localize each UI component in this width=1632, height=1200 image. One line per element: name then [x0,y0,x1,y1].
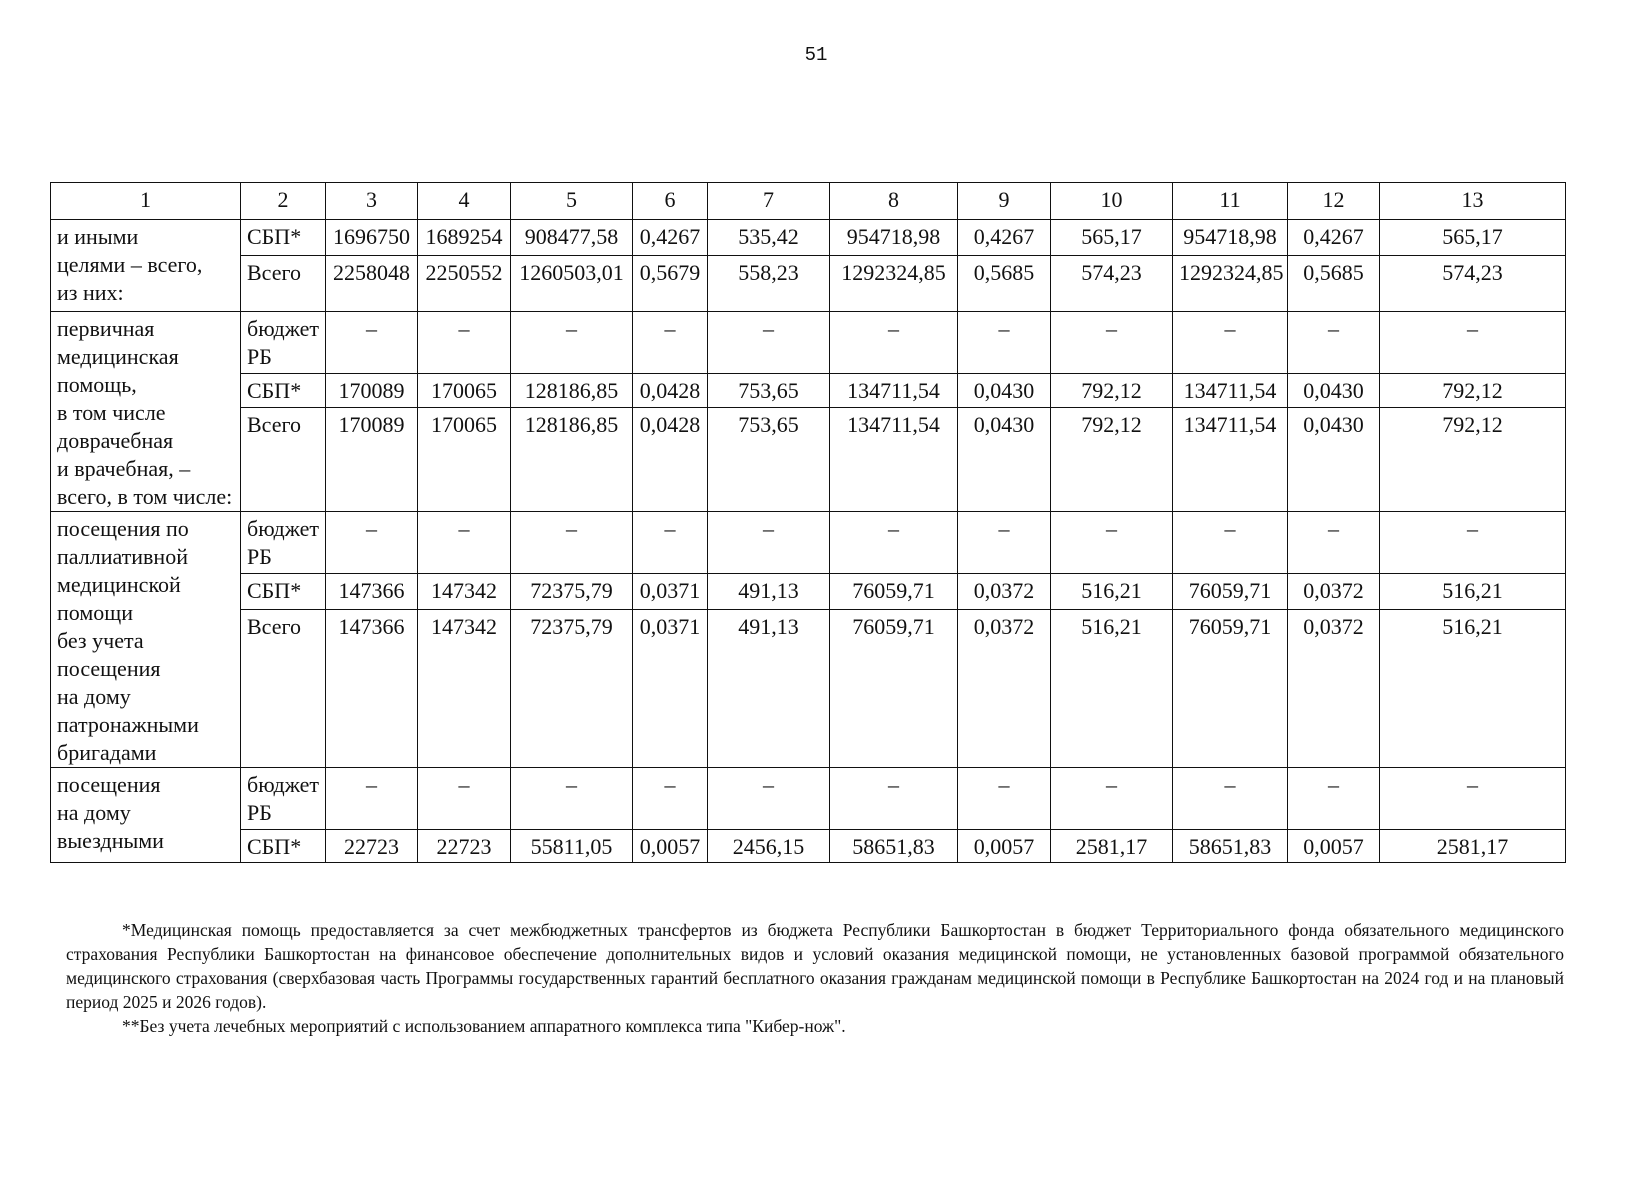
value-cell: – [1380,312,1566,374]
table-row [51,408,1566,512]
header-cell: 10 [1051,183,1173,220]
value-cell: 134711,54 [1173,408,1288,512]
value-cell: 0,0057 [958,830,1051,863]
table-body [51,183,1566,863]
value-cell: – [326,768,418,830]
value-cell: – [1051,312,1173,374]
value-cell: – [830,312,958,374]
value-cell: 792,12 [1380,374,1566,408]
category-cell: посещения на дому выездными [51,768,241,863]
value-cell: 491,13 [708,574,830,610]
value-cell: – [708,768,830,830]
value-cell: 0,0372 [1288,574,1380,610]
value-cell: – [1051,512,1173,574]
value-cell: 0,0430 [958,374,1051,408]
value-cell: 0,5679 [633,256,708,312]
value-cell: – [1173,312,1288,374]
footnotes [66,918,1564,1038]
table-row [51,610,1566,768]
category-cell: и иными целями – всего, из них: [51,220,241,312]
value-cell: – [418,768,511,830]
value-cell: 147366 [326,610,418,768]
table-row [51,768,1566,830]
funding-source-cell: СБП* [241,574,326,610]
funding-source-cell: бюджет РБ [241,768,326,830]
value-cell: 76059,71 [830,574,958,610]
value-cell: – [1288,312,1380,374]
value-cell: 574,23 [1051,256,1173,312]
footnote-single-asterisk: *Медицинская помощь предоставляется за счет межбюджетных трансфертов из бюджета Республики Башкортостан в бюджет Территориального фонда обязательного медицинского страхования Республики Башкортостан на финансовое обеспечение дополнительных видов и условий оказания медицинской помощи, не установленных базовой программой обязательного медицинского страхования (сверхбазовая часть Программы государственных гарантий бесплатного оказания гражданам медицинской помощи в Республике Башкортостан на 2024 год и на плановый период 2025 и 2026 годов). [66,920,1564,1012]
value-cell: 128186,85 [511,408,633,512]
header-cell: 3 [326,183,418,220]
value-cell: 147342 [418,610,511,768]
value-cell: 0,0057 [1288,830,1380,863]
value-cell: 22723 [326,830,418,863]
value-cell: – [511,512,633,574]
value-cell: 0,0057 [633,830,708,863]
value-cell: – [1173,768,1288,830]
value-cell: 954718,98 [830,220,958,256]
value-cell: – [633,768,708,830]
value-cell: 72375,79 [511,574,633,610]
header-cell: 13 [1380,183,1566,220]
value-cell: – [1288,512,1380,574]
value-cell: 565,17 [1380,220,1566,256]
value-cell: 1689254 [418,220,511,256]
value-cell: – [958,312,1051,374]
funding-source-cell: Всего [241,256,326,312]
page-number: 51 [804,44,828,66]
value-cell: 2250552 [418,256,511,312]
value-cell: 753,65 [708,408,830,512]
value-cell: 2581,17 [1051,830,1173,863]
value-cell: 516,21 [1051,610,1173,768]
value-cell: – [511,312,633,374]
header-cell: 12 [1288,183,1380,220]
value-cell: – [830,512,958,574]
value-cell: 1292324,85 [830,256,958,312]
value-cell: 491,13 [708,610,830,768]
value-cell: 0,0428 [633,374,708,408]
value-cell: 1696750 [326,220,418,256]
header-row [51,183,1566,220]
value-cell: 908477,58 [511,220,633,256]
value-cell: 76059,71 [830,610,958,768]
value-cell: 516,21 [1051,574,1173,610]
value-cell: 55811,05 [511,830,633,863]
value-cell: 0,0430 [1288,374,1380,408]
value-cell: 0,0372 [1288,610,1380,768]
value-cell: – [830,768,958,830]
value-cell: 134711,54 [830,408,958,512]
header-cell: 9 [958,183,1051,220]
value-cell: – [511,768,633,830]
table-row [51,374,1566,408]
value-cell: 0,0428 [633,408,708,512]
value-cell: 1292324,85 [1173,256,1288,312]
table-row [51,312,1566,374]
table-row [51,574,1566,610]
funding-source-cell: СБП* [241,220,326,256]
value-cell: 170065 [418,408,511,512]
value-cell: 535,42 [708,220,830,256]
value-cell: 0,0372 [958,574,1051,610]
value-cell: 147366 [326,574,418,610]
value-cell: 1260503,01 [511,256,633,312]
header-cell: 6 [633,183,708,220]
value-cell: 76059,71 [1173,574,1288,610]
value-cell: 0,5685 [1288,256,1380,312]
value-cell: 147342 [418,574,511,610]
value-cell: 0,0430 [958,408,1051,512]
value-cell: 0,0430 [1288,408,1380,512]
category-cell: посещения по паллиативной медицинской помощи без учета посещения на дому патронажными бригадами [51,512,241,768]
value-cell: – [633,312,708,374]
value-cell: 954718,98 [1173,220,1288,256]
table-row [51,512,1566,574]
header-cell: 1 [51,183,241,220]
value-cell: – [1380,768,1566,830]
value-cell: – [1288,768,1380,830]
value-cell: 0,0371 [633,574,708,610]
value-cell: 0,0371 [633,610,708,768]
table-row [51,256,1566,312]
value-cell: 2581,17 [1380,830,1566,863]
header-cell: 7 [708,183,830,220]
value-cell: 2258048 [326,256,418,312]
value-cell: – [708,312,830,374]
funding-source-cell: бюджет РБ [241,512,326,574]
value-cell: 516,21 [1380,610,1566,768]
value-cell: 0,0372 [958,610,1051,768]
value-cell: – [326,512,418,574]
value-cell: 134711,54 [1173,374,1288,408]
footnote-double-asterisk: **Без учета лечебных мероприятий с использованием аппаратного комплекса типа "Кибер-нож". [122,1016,846,1036]
header-cell: 2 [241,183,326,220]
value-cell: – [1051,768,1173,830]
value-cell: 0,4267 [1288,220,1380,256]
value-cell: – [708,512,830,574]
table-row [51,220,1566,256]
value-cell: 134711,54 [830,374,958,408]
header-cell: 4 [418,183,511,220]
value-cell: 792,12 [1051,374,1173,408]
value-cell: 516,21 [1380,574,1566,610]
value-cell: 574,23 [1380,256,1566,312]
value-cell: 170089 [326,408,418,512]
value-cell: – [326,312,418,374]
value-cell: 76059,71 [1173,610,1288,768]
value-cell: 792,12 [1380,408,1566,512]
table-row [51,830,1566,863]
value-cell: – [1380,512,1566,574]
funding-source-cell: бюджет РБ [241,312,326,374]
header-cell: 5 [511,183,633,220]
value-cell: 0,4267 [633,220,708,256]
value-cell: 0,5685 [958,256,1051,312]
value-cell: – [958,768,1051,830]
value-cell: 22723 [418,830,511,863]
value-cell: 72375,79 [511,610,633,768]
value-cell: 170065 [418,374,511,408]
value-cell: 58651,83 [1173,830,1288,863]
value-cell: – [633,512,708,574]
value-cell: 0,4267 [958,220,1051,256]
value-cell: 753,65 [708,374,830,408]
value-cell: 792,12 [1051,408,1173,512]
funding-source-cell: Всего [241,610,326,768]
value-cell: 128186,85 [511,374,633,408]
tariff-table [50,182,1566,863]
funding-source-cell: СБП* [241,830,326,863]
value-cell: – [418,312,511,374]
value-cell: 2456,15 [708,830,830,863]
funding-source-cell: СБП* [241,374,326,408]
value-cell: – [958,512,1051,574]
value-cell: 558,23 [708,256,830,312]
value-cell: 170089 [326,374,418,408]
value-cell: 565,17 [1051,220,1173,256]
header-cell: 11 [1173,183,1288,220]
funding-source-cell: Всего [241,408,326,512]
value-cell: 58651,83 [830,830,958,863]
value-cell: – [418,512,511,574]
value-cell: – [1173,512,1288,574]
category-cell: первичная медицинская помощь, в том числе доврачебная и врачебная, – всего, в том числе: [51,312,241,512]
header-cell: 8 [830,183,958,220]
